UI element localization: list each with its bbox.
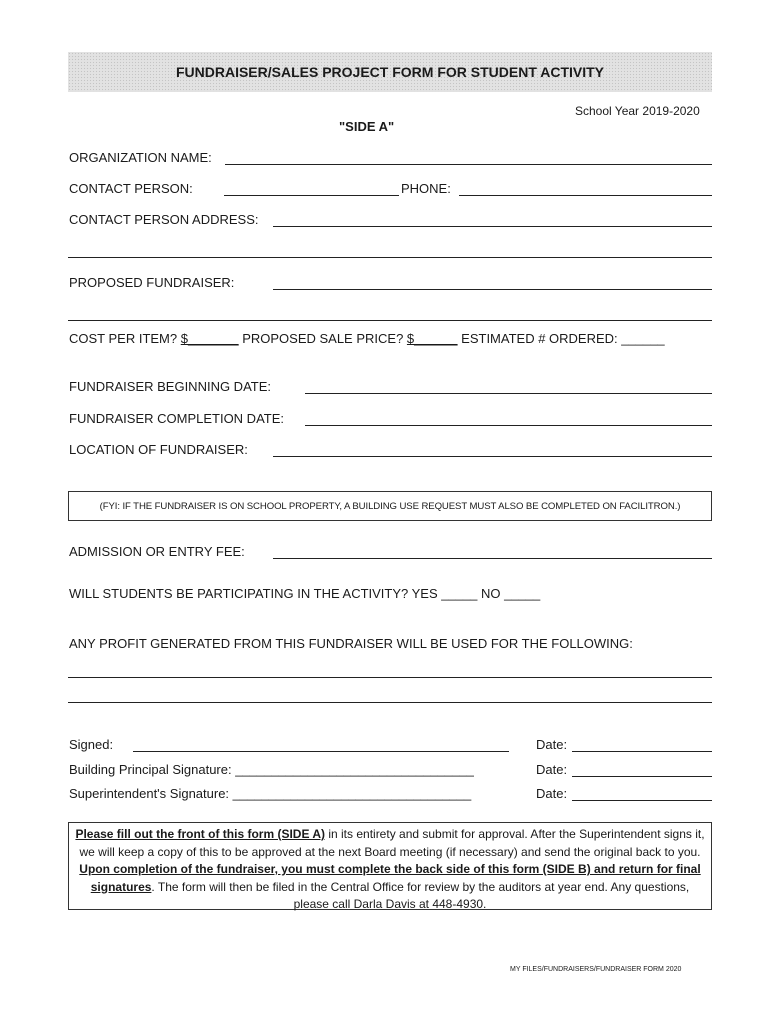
students-participating-question[interactable]: WILL STUDENTS BE PARTICIPATING IN THE ACTIVITY? YES _____ NO _____ — [69, 586, 541, 601]
instructions-part4: . The form will then be filed in the Central Office for review by the auditors at year end. Any questions, please call Darla Davis at 448-4930. — [151, 879, 690, 911]
proposed-fundraiser-field-2[interactable] — [68, 320, 712, 321]
contact-person-label: CONTACT PERSON: — [69, 181, 193, 196]
cost-per-item-label: COST PER ITEM? — [69, 331, 181, 346]
instructions-part2: in its entirety and submit for approval. After the Superintendent signs it, we will keep a copy of this to be approved at the next Board meeting (if necessary) and send the original back to you. — [79, 827, 705, 859]
cost-per-item-field[interactable]: $_______ — [180, 331, 239, 346]
completion-date-field[interactable] — [305, 425, 712, 426]
form-title: FUNDRAISER/SALES PROJECT FORM FOR STUDENT ACTIVITY — [175, 64, 605, 80]
school-year: School Year 2019-2020 — [575, 104, 700, 118]
contact-address-field[interactable] — [273, 226, 712, 227]
organization-name-field[interactable] — [225, 164, 712, 165]
admission-fee-label: ADMISSION OR ENTRY FEE: — [69, 544, 245, 559]
contact-address-label: CONTACT PERSON ADDRESS: — [69, 212, 259, 227]
profit-use-field-2[interactable] — [68, 702, 712, 703]
estimated-ordered-label[interactable]: ESTIMATED # ORDERED: ______ — [457, 331, 665, 346]
completion-date-label: FUNDRAISER COMPLETION DATE: — [69, 411, 285, 426]
date-label-2: Date: — [536, 762, 568, 777]
superintendent-signature[interactable]: Superintendent's Signature: _________________________________ — [69, 786, 472, 801]
location-field[interactable] — [273, 456, 712, 457]
profit-use-field-1[interactable] — [68, 677, 712, 678]
date-field-1[interactable] — [572, 751, 712, 752]
beginning-date-label: FUNDRAISER BEGINNING DATE: — [69, 379, 272, 394]
date-field-3[interactable] — [572, 800, 712, 801]
proposed-fundraiser-field[interactable] — [273, 289, 712, 290]
footer-file-path: MY FILES/FUNDRAISERS/FUNDRAISER FORM 2020 — [510, 966, 682, 973]
date-label-1: Date: — [536, 737, 568, 752]
proposed-sale-price-field[interactable]: $______ — [406, 331, 458, 346]
side-label: "SIDE A" — [339, 119, 395, 134]
signed-label: Signed: — [69, 737, 114, 752]
date-label-3: Date: — [536, 786, 568, 801]
contact-address-field-2[interactable] — [68, 257, 712, 258]
organization-name-label: ORGANIZATION NAME: — [69, 150, 212, 165]
instructions-box — [68, 822, 712, 910]
proposed-fundraiser-label: PROPOSED FUNDRAISER: — [69, 275, 235, 290]
profit-use-label: ANY PROFIT GENERATED FROM THIS FUNDRAISER WILL BE USED FOR THE FOLLOWING: — [69, 636, 633, 651]
location-label: LOCATION OF FUNDRAISER: — [69, 442, 248, 457]
contact-person-field[interactable] — [224, 195, 399, 196]
proposed-sale-price-label: PROPOSED SALE PRICE? — [238, 331, 407, 346]
beginning-date-field[interactable] — [305, 393, 712, 394]
instructions-part3: Upon completion of the fundraiser, you must complete the back side of this form (SIDE B) and return for final signatures — [79, 862, 701, 894]
principal-signature[interactable]: Building Principal Signature: _________________________________ — [69, 762, 474, 777]
signed-field[interactable] — [133, 751, 509, 752]
instructions-part1: Please fill out the front of this form (SIDE A) — [75, 827, 325, 841]
cost-line — [69, 331, 665, 346]
fyi-text: (FYI: IF THE FUNDRAISER IS ON SCHOOL PROPERTY, A BUILDING USE REQUEST MUST ALSO BE COMPLETED ON FACILITRON.) — [99, 500, 681, 512]
fyi-box — [68, 491, 712, 521]
date-field-2[interactable] — [572, 776, 712, 777]
phone-field[interactable] — [459, 195, 712, 196]
phone-label: PHONE: — [401, 181, 451, 196]
admission-fee-field[interactable] — [273, 558, 712, 559]
form-title-band — [68, 52, 712, 92]
